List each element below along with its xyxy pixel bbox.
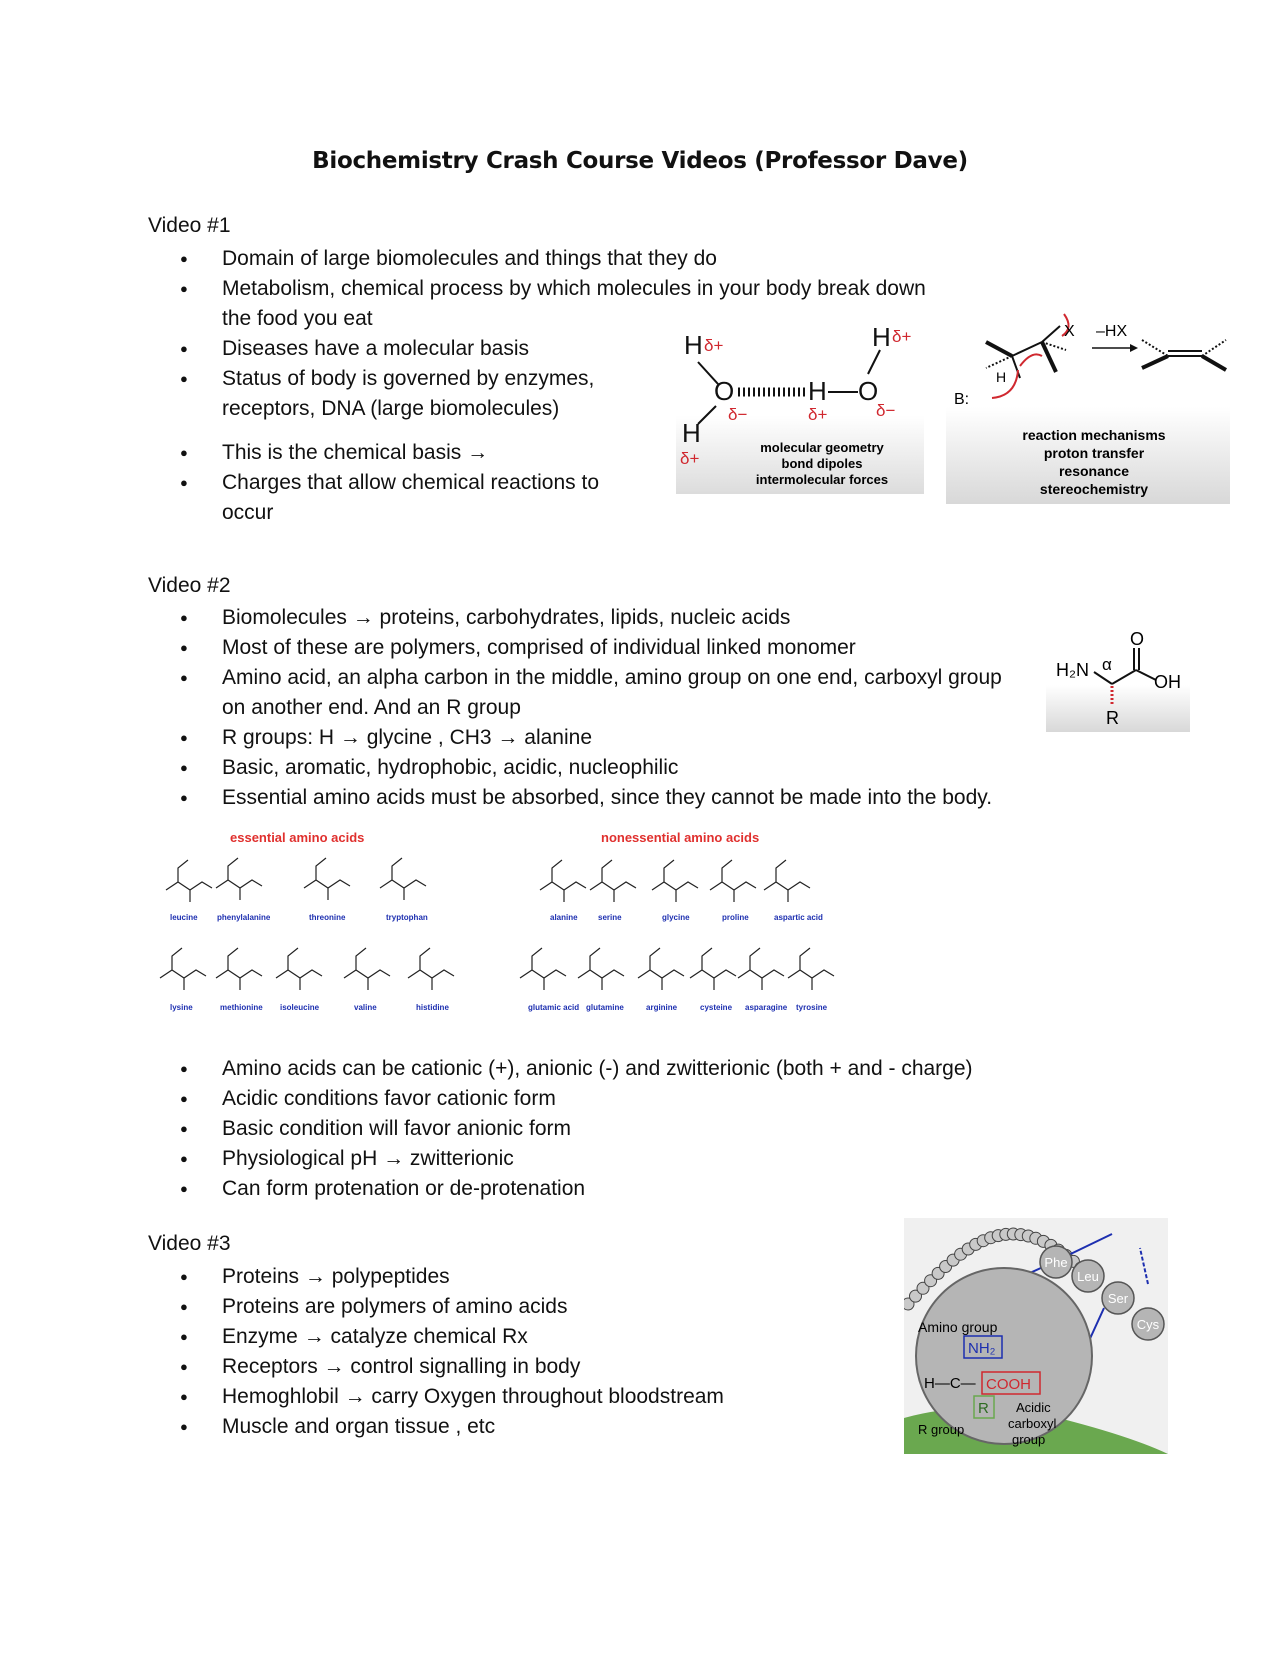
charge-label: δ+	[808, 405, 828, 424]
reaction-mechanism-diagram	[946, 310, 1230, 504]
acid-label: group	[1012, 1432, 1046, 1447]
aa-label: glutamic acid	[528, 1003, 580, 1012]
charge-label: δ+	[892, 327, 912, 346]
list-item: ● Muscle and organ tissue , etc	[148, 1412, 868, 1442]
bead-label: Phe	[1044, 1255, 1068, 1270]
amino-group-label: Amino group	[918, 1319, 998, 1335]
aa-label: phenylalanine	[217, 913, 271, 922]
molecule-sketch	[520, 948, 566, 990]
charge-label: δ−	[876, 401, 896, 420]
aa-label: glycine	[662, 913, 690, 922]
video2-bullets	[148, 603, 1078, 813]
aa-label: tyrosine	[796, 1003, 828, 1012]
aa-label: serine	[598, 913, 622, 922]
video3-heading: Video #3	[148, 1232, 231, 1255]
aa-label: glutamine	[586, 1003, 624, 1012]
aa-label: proline	[722, 913, 749, 922]
aa-label: valine	[354, 1003, 377, 1012]
molecule-sketch	[216, 858, 262, 900]
bead-label: Leu	[1077, 1269, 1099, 1284]
list-item: ● Physiological pH → zwitterionic	[148, 1144, 1128, 1174]
atom-label: H	[682, 418, 701, 448]
atom-label: H	[684, 330, 703, 360]
charge-label: δ+	[680, 449, 700, 468]
molecule-sketch	[380, 858, 426, 900]
aa-label: histidine	[416, 1003, 449, 1012]
r-label: R	[978, 1400, 989, 1417]
video2-heading: Video #2	[148, 574, 231, 597]
molecule-sketch	[408, 948, 454, 990]
atom-label: R	[1106, 708, 1119, 728]
atom-label: O	[714, 376, 735, 406]
amino-acid-magnifier	[916, 1268, 1092, 1444]
amino-acid-diagram	[1046, 628, 1190, 732]
caption-line: proton transfer	[1043, 445, 1145, 461]
essential-title: essential amino acids	[230, 830, 365, 845]
molecule-sketch	[578, 948, 624, 990]
aa-label: methionine	[220, 1003, 263, 1012]
bead-label: Ser	[1107, 1291, 1129, 1306]
caption-line: molecular geometry	[760, 440, 884, 455]
molecule-sketch	[216, 948, 262, 990]
video1-heading: Video #1	[148, 214, 231, 237]
reagent-label: –HX	[1096, 323, 1128, 340]
caption-line: intermolecular forces	[755, 472, 889, 487]
page-title: Biochemistry Crash Course Videos (Professor Dave)	[312, 148, 968, 174]
list-item: ● Acidic conditions favor cationic form	[148, 1084, 1128, 1114]
molecule-sketch	[764, 860, 810, 902]
aa-label: threonine	[309, 913, 346, 922]
list-item: ● Essential amino acids must be absorbed, since they cannot be made into the body.	[148, 783, 1078, 813]
video2-bullets-b	[148, 1054, 1128, 1204]
charge-label: δ+	[704, 336, 724, 355]
list-item: ● Proteins → polypeptides	[148, 1262, 868, 1292]
charge-label: δ−	[728, 405, 748, 424]
molecule-sketch	[738, 948, 784, 990]
video3-bullets	[148, 1262, 868, 1442]
molecule-sketch	[590, 860, 636, 902]
atom-label: X	[1064, 323, 1075, 340]
molecule-sketch	[690, 948, 736, 990]
list-item: ● Most of these are polymers, comprised of individual linked monomer	[148, 633, 1078, 663]
aa-label: isoleucine	[280, 1003, 320, 1012]
aa-label: asparagine	[745, 1003, 788, 1012]
protein-chain-figure	[904, 1218, 1168, 1454]
list-item: ● R groups: H → glycine , CH3 → alanine	[148, 723, 1078, 753]
aa-label: lysine	[170, 1003, 193, 1012]
atom-label: H	[808, 376, 827, 406]
caption-line: bond dipoles	[781, 456, 863, 471]
list-item: ● Basic, aromatic, hydrophobic, acidic, nucleophilic	[148, 753, 1078, 783]
atom-label: H	[872, 322, 891, 352]
atom-label: H	[996, 369, 1007, 385]
molecule-sketch	[652, 860, 698, 902]
alpha-label: α	[1102, 655, 1112, 674]
molecule-sketch	[788, 948, 834, 990]
r-group-label: R group	[918, 1422, 965, 1437]
amino-acid-table-figure	[150, 828, 860, 1014]
amino-acid-figure	[1046, 628, 1190, 732]
molecule-sketches	[160, 858, 834, 990]
molecule-sketch	[276, 948, 322, 990]
bead-label: Cys	[1136, 1317, 1160, 1332]
list-item: ● Domain of large biomolecules and things that they do	[148, 244, 928, 274]
molecule-sketch	[540, 860, 586, 902]
molecule-sketch	[304, 858, 350, 900]
molecule-sketch	[160, 948, 206, 990]
protein-chain-diagram	[904, 1218, 1168, 1454]
list-item: ● This is the chemical basis →	[148, 438, 682, 468]
caption-line: reaction mechanisms	[1022, 427, 1166, 443]
list-item: ● Receptors → control signalling in body	[148, 1352, 868, 1382]
molecule-sketch	[344, 948, 390, 990]
caption-line: resonance	[1058, 463, 1130, 479]
list-item: ● Status of body is governed by enzymes, receptors, DNA (large biomolecules)	[148, 364, 682, 424]
atom-label: OH	[1154, 672, 1181, 692]
water-hbond-diagram	[676, 320, 924, 494]
list-item: ● Enzyme → catalyze chemical Rx	[148, 1322, 868, 1352]
amino-acid-table	[150, 828, 860, 1014]
molecule-sketch	[638, 948, 684, 990]
atom-label: O	[858, 376, 879, 406]
nonessential-title: nonessential amino acids	[601, 830, 760, 845]
list-item: ● Biomolecules → proteins, carbohydrates, lipids, nucleic acids	[148, 603, 1078, 633]
nh2-label: NH₂	[968, 1340, 996, 1357]
molecule-sketch	[710, 860, 756, 902]
aa-label: cysteine	[700, 1003, 733, 1012]
atom-label: O	[1130, 629, 1145, 649]
list-item: ● Charges that allow chemical reactions to occur	[148, 468, 642, 528]
aa-label: tryptophan	[386, 913, 428, 922]
aa-label: alanine	[550, 913, 578, 922]
aa-label: aspartic acid	[774, 913, 823, 922]
atom-label: H₂N	[1056, 660, 1089, 680]
caption-line: stereochemistry	[1039, 481, 1149, 497]
acid-label: carboxyl	[1008, 1416, 1057, 1431]
water-hbond-figure	[676, 320, 924, 494]
cooh-label: COOH	[986, 1376, 1031, 1393]
reaction-mechanism-figure	[946, 310, 1230, 504]
list-item: ● Amino acids can be cationic (+), anionic (-) and zwitterionic (both + and - charge)	[148, 1054, 1128, 1084]
list-item: ● Hemoghlobil → carry Oxygen throughout bloodstream	[148, 1382, 868, 1412]
aa-label: arginine	[646, 1003, 678, 1012]
molecule-sketch	[166, 860, 212, 902]
acid-label: Acidic	[1016, 1400, 1051, 1415]
list-item: ● Basic condition will favor anionic form	[148, 1114, 1128, 1144]
list-item: ● Proteins are polymers of amino acids	[148, 1292, 868, 1322]
aa-label: leucine	[170, 913, 198, 922]
list-item: ● Can form protenation or de-protenation	[148, 1174, 1128, 1204]
list-item: ● Diseases have a molecular basis	[148, 334, 682, 364]
list-item: ● Amino acid, an alpha carbon in the middle, amino group on one end, carboxyl group on another end. And an R group	[148, 663, 1002, 723]
alpha-carbon-label: H—C—	[924, 1375, 976, 1392]
base-label: B:	[954, 391, 970, 408]
list-item: ● Metabolism, chemical process by which molecules in your body break down the food you eat	[148, 274, 928, 334]
